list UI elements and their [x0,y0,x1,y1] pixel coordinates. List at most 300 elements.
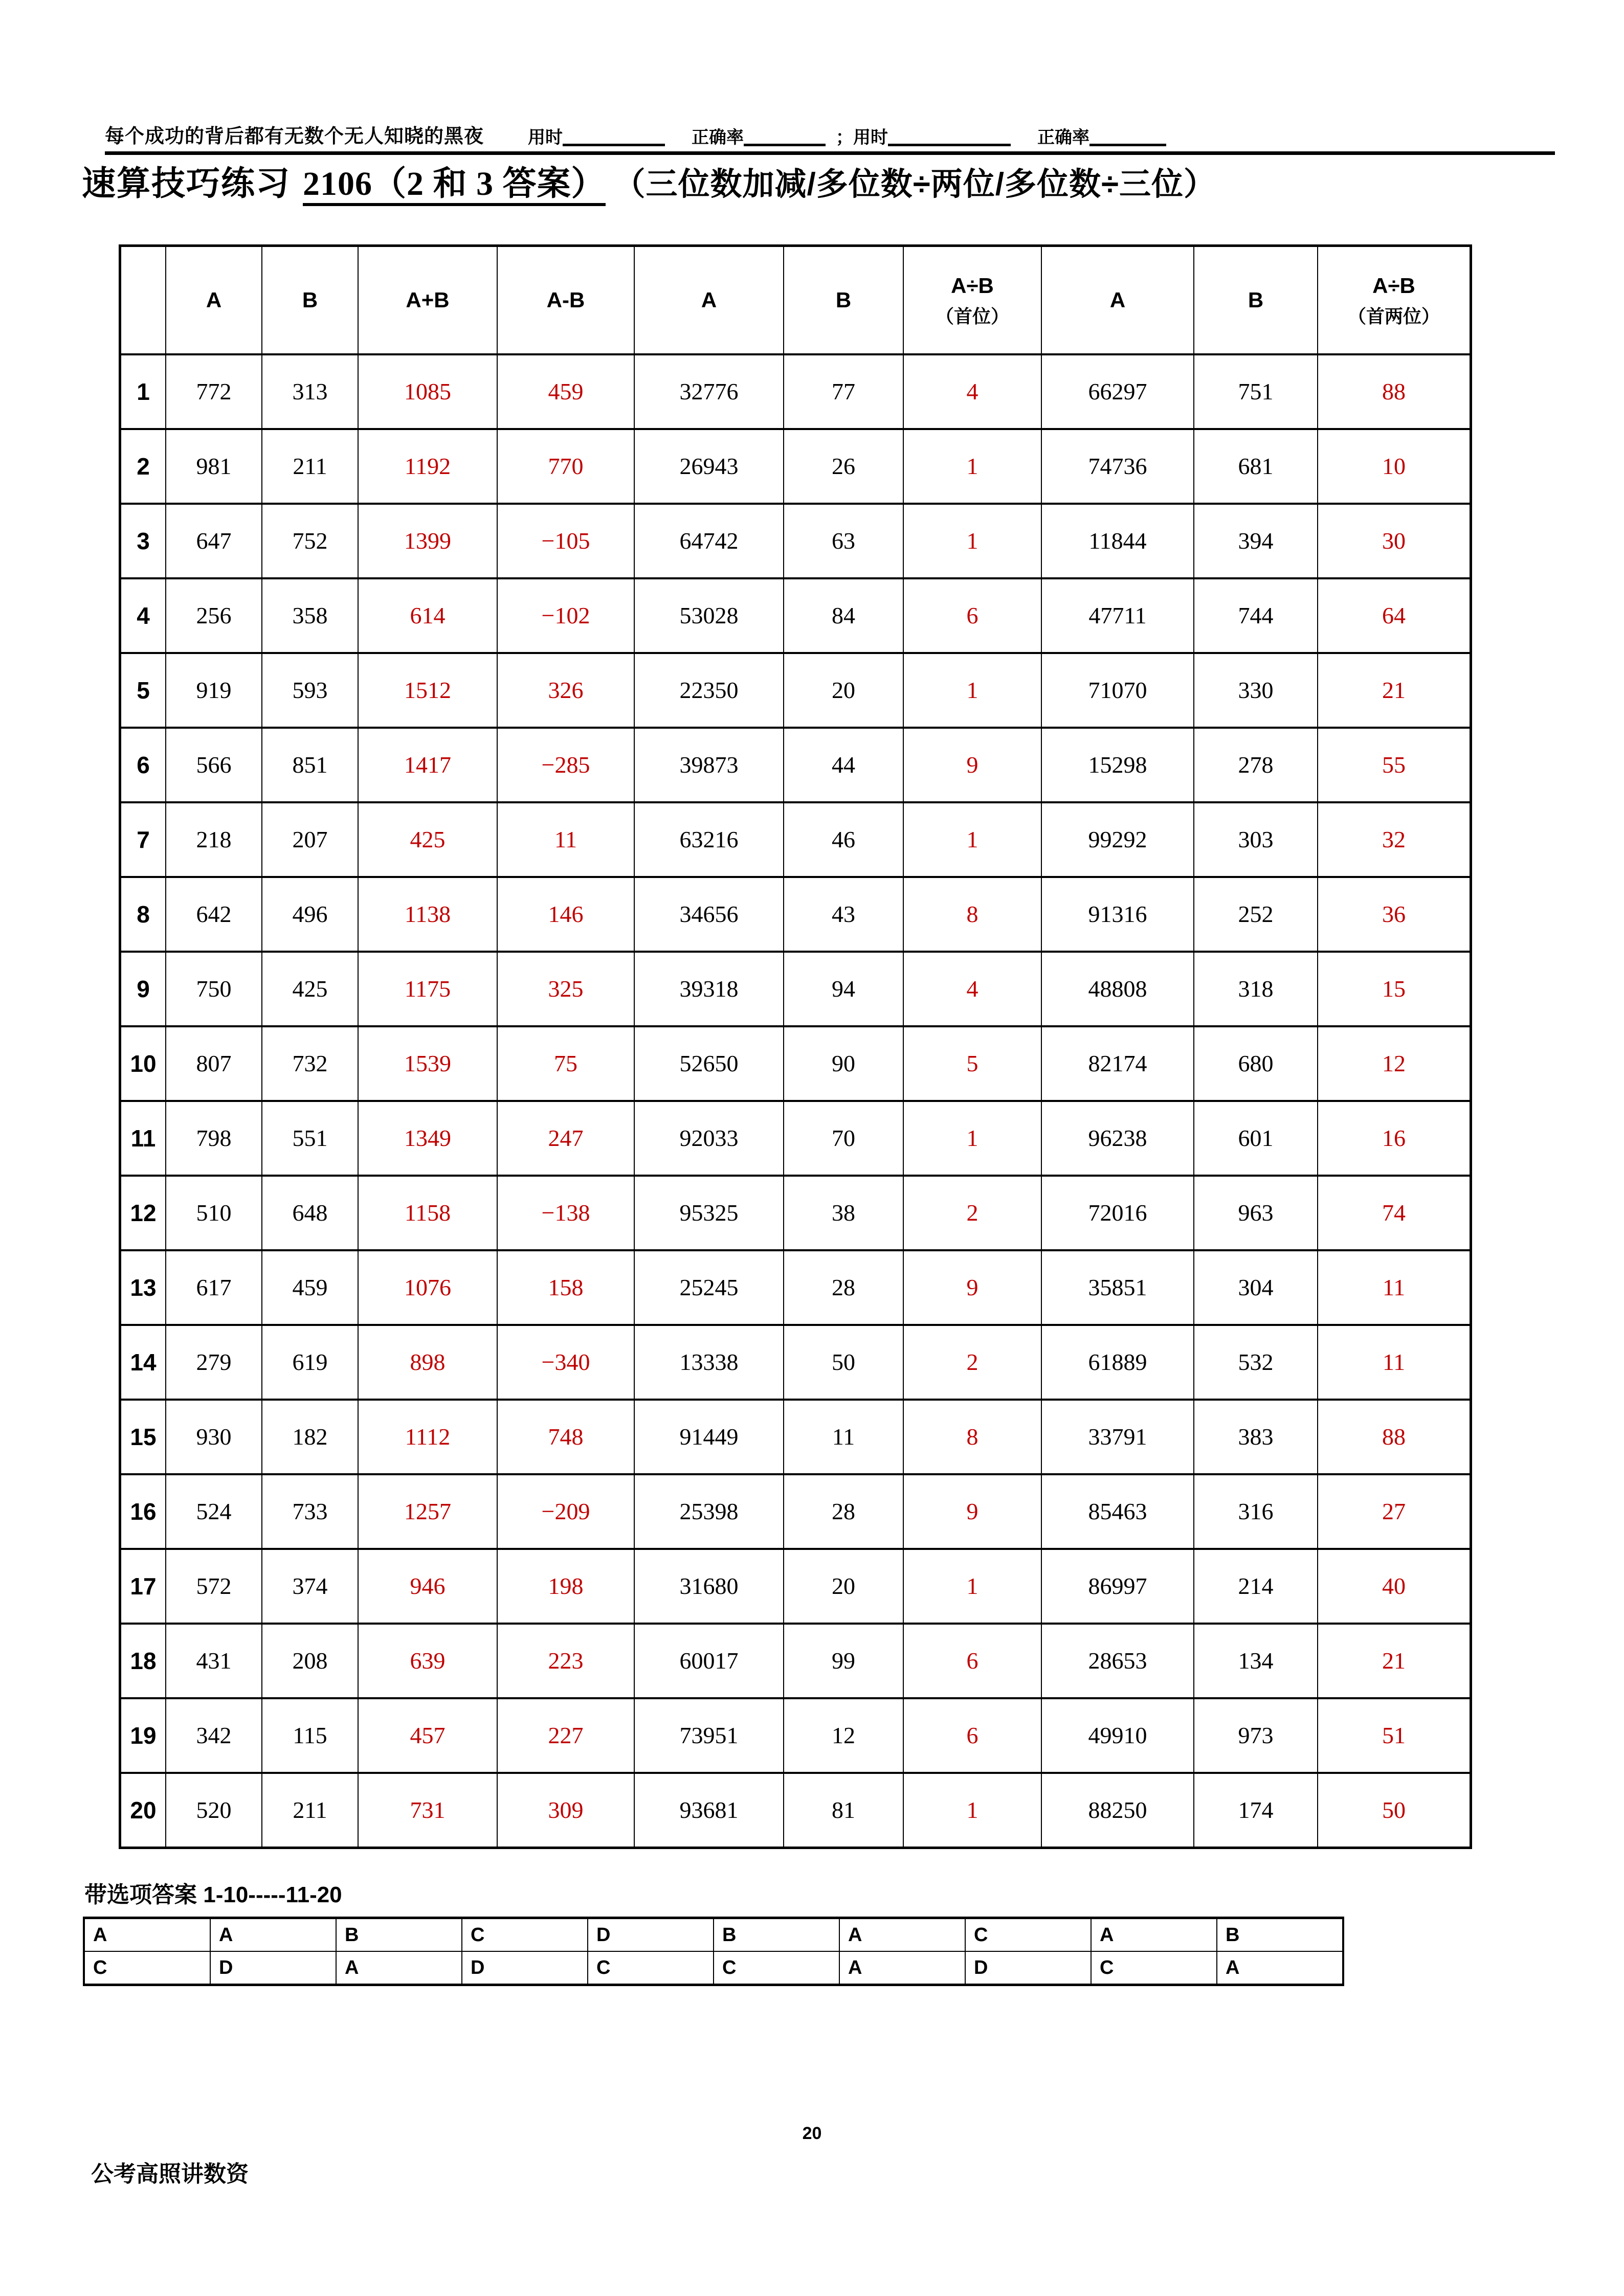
cell-diff: 770 [497,429,634,504]
cell-a1: 279 [166,1325,262,1400]
time-field-2-label: 用时 [853,128,888,147]
answer-key-cell: A [1091,1918,1217,1952]
table-row [120,653,1471,728]
cell-a2: 32776 [634,354,784,429]
cell-a3: 71070 [1041,653,1194,728]
cell-quotient-first: 2 [903,1325,1041,1400]
cell-b3: 744 [1194,578,1318,653]
answer-key-cell: C [588,1951,714,1985]
cell-diff: −102 [497,578,634,653]
cell-a3: 88250 [1041,1773,1194,1848]
cell-b3: 383 [1194,1400,1318,1474]
cell-diff: 198 [497,1549,634,1624]
cell-b1: 648 [262,1176,358,1250]
cell-a3: 35851 [1041,1250,1194,1325]
cell-quotient-two: 64 [1318,578,1471,653]
answer-key-row [84,1918,1343,1952]
cell-a3: 49910 [1041,1698,1194,1773]
row-index: 17 [120,1549,166,1624]
column-header-quotient-two-sublabel: （首两位） [1347,305,1440,327]
table-row [120,1474,1471,1549]
cell-a1: 510 [166,1176,262,1250]
column-header-b3-label: B [1248,288,1264,312]
cell-b3: 973 [1194,1698,1318,1773]
cell-a1: 642 [166,877,262,952]
table-row [120,1400,1471,1474]
cell-b1: 208 [262,1624,358,1698]
cell-a3: 96238 [1041,1101,1194,1176]
answer-key-cell: D [588,1918,714,1952]
cell-b1: 211 [262,1773,358,1848]
cell-b1: 374 [262,1549,358,1624]
cell-b3: 303 [1194,802,1318,877]
column-header-sum [358,246,497,355]
column-header-quotient-first [903,246,1041,355]
cell-a3: 15298 [1041,728,1194,802]
header-row [120,246,1471,355]
cell-a1: 930 [166,1400,262,1474]
cell-b2: 20 [784,1549,903,1624]
cell-b3: 304 [1194,1250,1318,1325]
cell-a3: 61889 [1041,1325,1194,1400]
cell-quotient-two: 16 [1318,1101,1471,1176]
cell-quotient-first: 5 [903,1026,1041,1101]
cell-b3: 681 [1194,429,1318,504]
cell-quotient-first: 1 [903,802,1041,877]
accuracy-field-2-blank[interactable] [1089,128,1166,146]
cell-a1: 772 [166,354,262,429]
cell-a2: 25398 [634,1474,784,1549]
cell-sum: 1112 [358,1400,497,1474]
column-header-index [120,246,166,355]
cell-sum: 946 [358,1549,497,1624]
cell-quotient-two: 50 [1318,1773,1471,1848]
cell-sum: 731 [358,1773,497,1848]
cell-a3: 99292 [1041,802,1194,877]
row-index: 16 [120,1474,166,1549]
answer-key-table [83,1917,1344,1986]
cell-b2: 77 [784,354,903,429]
cell-quotient-two: 11 [1318,1250,1471,1325]
answer-key-cell: A [84,1918,210,1952]
cell-b2: 28 [784,1474,903,1549]
table-row [120,728,1471,802]
row-index: 19 [120,1698,166,1773]
cell-a2: 52650 [634,1026,784,1101]
cell-b2: 50 [784,1325,903,1400]
cell-quotient-first: 1 [903,1549,1041,1624]
cell-diff: −209 [497,1474,634,1549]
cell-quotient-two: 27 [1318,1474,1471,1549]
cell-quotient-first: 4 [903,354,1041,429]
table-row [120,1624,1471,1698]
cell-sum: 1158 [358,1176,497,1250]
cell-a1: 524 [166,1474,262,1549]
cell-a2: 39873 [634,728,784,802]
cell-a3: 48808 [1041,952,1194,1026]
answer-key-cell: D [210,1951,336,1985]
table-row [120,1101,1471,1176]
cell-b2: 20 [784,653,903,728]
accuracy-field-1 [692,128,826,151]
row-index: 18 [120,1624,166,1698]
table-row [120,354,1471,429]
cell-a3: 72016 [1041,1176,1194,1250]
row-index: 7 [120,802,166,877]
cell-a3: 82174 [1041,1026,1194,1101]
answer-key-cell: A [210,1918,336,1952]
cell-sum: 1512 [358,653,497,728]
row-index: 5 [120,653,166,728]
row-index: 2 [120,429,166,504]
answer-key-cell: D [965,1951,1091,1985]
cell-a3: 86997 [1041,1549,1194,1624]
cell-a2: 60017 [634,1624,784,1698]
practice-table [119,244,1472,1849]
cell-a2: 13338 [634,1325,784,1400]
row-index: 8 [120,877,166,952]
cell-quotient-two: 11 [1318,1325,1471,1400]
cell-b3: 751 [1194,354,1318,429]
cell-diff: 459 [497,354,634,429]
cell-sum: 1192 [358,429,497,504]
cell-b3: 316 [1194,1474,1318,1549]
cell-a1: 520 [166,1773,262,1848]
cell-quotient-two: 74 [1318,1176,1471,1250]
cell-quotient-two: 36 [1318,877,1471,952]
row-index: 9 [120,952,166,1026]
column-header-b2-label: B [835,288,852,312]
page-number: 20 [802,2124,822,2143]
footer-brand: 公考高照讲数资 [91,2162,249,2187]
cell-b3: 252 [1194,877,1318,952]
cell-a3: 47711 [1041,578,1194,653]
cell-b2: 46 [784,802,903,877]
time-field-1 [528,128,665,151]
cell-diff: 325 [497,952,634,1026]
cell-sum: 1539 [358,1026,497,1101]
cell-quotient-first: 2 [903,1176,1041,1250]
cell-a2: 31680 [634,1549,784,1624]
cell-b1: 115 [262,1698,358,1773]
cell-b1: 211 [262,429,358,504]
cell-quotient-first: 6 [903,1624,1041,1698]
column-header-a1 [166,246,262,355]
column-header-sum-label: A+B [406,288,450,312]
row-index: 12 [120,1176,166,1250]
cell-quotient-first: 6 [903,578,1041,653]
cell-diff: −285 [497,728,634,802]
cell-sum: 1076 [358,1250,497,1325]
cell-b2: 38 [784,1176,903,1250]
accuracy-field-2-label: 正确率 [1037,128,1090,147]
cell-quotient-first: 9 [903,728,1041,802]
cell-a1: 572 [166,1549,262,1624]
cell-a1: 981 [166,429,262,504]
cell-quotient-two: 55 [1318,728,1471,802]
cell-diff: 11 [497,802,634,877]
cell-a2: 39318 [634,952,784,1026]
cell-quotient-two: 51 [1318,1698,1471,1773]
answer-key-label: 带选项答案 1-10-----11-20 [84,1882,342,1907]
cell-sum: 1085 [358,354,497,429]
column-header-quotient-two-label: A÷B [1372,273,1415,298]
accuracy-field-2 [1037,128,1166,151]
table-row [120,578,1471,653]
cell-sum: 1399 [358,504,497,578]
practice-table-body [120,354,1471,1848]
cell-a2: 95325 [634,1176,784,1250]
table-row [120,1176,1471,1250]
cell-a1: 807 [166,1026,262,1101]
cell-quotient-first: 8 [903,1400,1041,1474]
cell-a1: 566 [166,728,262,802]
cell-b2: 11 [784,1400,903,1474]
cell-a3: 74736 [1041,429,1194,504]
cell-sum: 614 [358,578,497,653]
cell-b3: 174 [1194,1773,1318,1848]
header-motto: 每个成功的背后都有无数个无人知晓的黑夜 [105,126,484,147]
answer-key-cell: C [1091,1951,1217,1985]
cell-a2: 53028 [634,578,784,653]
accuracy-field-1-label: 正确率 [692,128,744,147]
cell-b2: 63 [784,504,903,578]
table-row [120,429,1471,504]
cell-b1: 207 [262,802,358,877]
cell-a1: 919 [166,653,262,728]
answer-key-cell: B [336,1918,462,1952]
time-field-1-blank[interactable] [563,128,665,146]
row-index: 4 [120,578,166,653]
column-header-quotient-first-label: A÷B [951,273,994,298]
cell-b2: 26 [784,429,903,504]
cell-diff: 309 [497,1773,634,1848]
column-header-a2 [634,246,784,355]
column-header-b2 [784,246,903,355]
cell-sum: 898 [358,1325,497,1400]
cell-a2: 73951 [634,1698,784,1773]
cell-b3: 963 [1194,1176,1318,1250]
column-header-a1-label: A [206,288,222,312]
cell-quotient-first: 1 [903,1101,1041,1176]
cell-a1: 256 [166,578,262,653]
cell-a1: 218 [166,802,262,877]
column-header-diff [497,246,634,355]
cell-diff: 158 [497,1250,634,1325]
column-header-diff-label: A-B [546,288,585,312]
column-header-a2-label: A [701,288,717,312]
cell-quotient-first: 6 [903,1698,1041,1773]
page-title [82,166,1565,206]
table-row [120,504,1471,578]
table-row [120,877,1471,952]
cell-b1: 752 [262,504,358,578]
table-row [120,1250,1471,1325]
column-header-b1 [262,246,358,355]
cell-a1: 750 [166,952,262,1026]
cell-quotient-first: 9 [903,1250,1041,1325]
running-header [105,105,1555,155]
cell-b2: 43 [784,877,903,952]
cell-b2: 99 [784,1624,903,1698]
answer-key-row [84,1951,1343,1985]
cell-quotient-first: 1 [903,1773,1041,1848]
cell-quotient-two: 15 [1318,952,1471,1026]
cell-b2: 81 [784,1773,903,1848]
column-header-a3 [1041,246,1194,355]
cell-b3: 532 [1194,1325,1318,1400]
cell-b2: 84 [784,578,903,653]
cell-sum: 1257 [358,1474,497,1549]
cell-diff: 326 [497,653,634,728]
time-field-1-label: 用时 [528,128,563,147]
answer-key-cell: C [462,1918,588,1952]
column-header-b3 [1194,246,1318,355]
cell-b3: 330 [1194,653,1318,728]
cell-b3: 134 [1194,1624,1318,1698]
cell-b1: 851 [262,728,358,802]
cell-b2: 12 [784,1698,903,1773]
answer-key-body [84,1918,1343,1985]
cell-quotient-first: 1 [903,504,1041,578]
cell-sum: 457 [358,1698,497,1773]
table-row [120,802,1471,877]
cell-b3: 318 [1194,952,1318,1026]
cell-a3: 11844 [1041,504,1194,578]
cell-a3: 66297 [1041,354,1194,429]
practice-table-head [120,246,1471,355]
cell-b1: 593 [262,653,358,728]
row-index: 11 [120,1101,166,1176]
cell-b3: 601 [1194,1101,1318,1176]
cell-diff: −105 [497,504,634,578]
cell-diff: 227 [497,1698,634,1773]
cell-a2: 93681 [634,1773,784,1848]
cell-b3: 680 [1194,1026,1318,1101]
cell-b1: 619 [262,1325,358,1400]
cell-a3: 85463 [1041,1474,1194,1549]
time-field-2 [853,128,1011,151]
cell-a2: 64742 [634,504,784,578]
answer-key-cell: C [965,1918,1091,1952]
cell-quotient-two: 40 [1318,1549,1471,1624]
cell-sum: 1349 [358,1101,497,1176]
cell-a1: 647 [166,504,262,578]
cell-b2: 70 [784,1101,903,1176]
answer-key-cell: C [714,1951,839,1985]
cell-sum: 425 [358,802,497,877]
row-index: 14 [120,1325,166,1400]
cell-b2: 94 [784,952,903,1026]
column-header-quotient-two [1318,246,1471,355]
cell-sum: 1175 [358,952,497,1026]
answer-key-cell: D [462,1951,588,1985]
cell-quotient-two: 32 [1318,802,1471,877]
cell-b1: 358 [262,578,358,653]
cell-a3: 91316 [1041,877,1194,952]
row-index: 10 [120,1026,166,1101]
row-index: 13 [120,1250,166,1325]
cell-diff: −340 [497,1325,634,1400]
cell-quotient-two: 10 [1318,429,1471,504]
cell-a1: 798 [166,1101,262,1176]
cell-a2: 22350 [634,653,784,728]
table-row [120,1698,1471,1773]
cell-b2: 28 [784,1250,903,1325]
column-header-b1-label: B [302,288,318,312]
cell-quotient-two: 21 [1318,1624,1471,1698]
cell-quotient-first: 4 [903,952,1041,1026]
row-index: 6 [120,728,166,802]
cell-b1: 732 [262,1026,358,1101]
cell-b1: 496 [262,877,358,952]
cell-quotient-first: 1 [903,429,1041,504]
title-subtitle-text: （三位数加减/多位数÷两位/多位数÷三位） [613,167,1216,202]
cell-b1: 551 [262,1101,358,1176]
answer-key-cell: A [336,1951,462,1985]
cell-a2: 25245 [634,1250,784,1325]
cell-diff: 247 [497,1101,634,1176]
table-row [120,952,1471,1026]
cell-b3: 394 [1194,504,1318,578]
cell-quotient-two: 88 [1318,1400,1471,1474]
cell-a2: 91449 [634,1400,784,1474]
answer-key-cell: A [1217,1951,1343,1985]
answer-key-cell: C [84,1951,210,1985]
cell-diff: 75 [497,1026,634,1101]
cell-sum: 639 [358,1624,497,1698]
cell-b1: 733 [262,1474,358,1549]
row-index: 3 [120,504,166,578]
cell-b2: 90 [784,1026,903,1101]
cell-a2: 26943 [634,429,784,504]
cell-quotient-first: 1 [903,653,1041,728]
column-header-quotient-first-sublabel: （首位） [935,305,1009,327]
cell-a1: 431 [166,1624,262,1698]
table-row [120,1773,1471,1848]
cell-b2: 44 [784,728,903,802]
cell-quotient-two: 12 [1318,1026,1471,1101]
cell-sum: 1138 [358,877,497,952]
cell-b1: 425 [262,952,358,1026]
cell-diff: −138 [497,1176,634,1250]
cell-a2: 63216 [634,802,784,877]
accuracy-field-1-blank[interactable] [744,128,826,146]
cell-quotient-first: 9 [903,1474,1041,1549]
time-field-2-blank[interactable] [888,128,1011,146]
cell-quotient-two: 88 [1318,354,1471,429]
cell-a3: 33791 [1041,1400,1194,1474]
answer-key-cell: A [839,1951,965,1985]
cell-diff: 223 [497,1624,634,1698]
answer-key-cell: A [839,1918,965,1952]
cell-a1: 617 [166,1250,262,1325]
title-main-text: 速算技巧练习 [82,164,291,202]
cell-quotient-two: 30 [1318,504,1471,578]
table-row [120,1026,1471,1101]
cell-b1: 459 [262,1250,358,1325]
cell-quotient-first: 8 [903,877,1041,952]
cell-diff: 748 [497,1400,634,1474]
cell-a2: 34656 [634,877,784,952]
cell-b1: 182 [262,1400,358,1474]
cell-quotient-two: 21 [1318,653,1471,728]
column-header-a3-label: A [1109,288,1126,312]
field-separator: ； [836,128,854,147]
cell-a1: 342 [166,1698,262,1773]
cell-b1: 313 [262,354,358,429]
title-code-text: 2106（2 和 3 答案） [303,167,606,206]
